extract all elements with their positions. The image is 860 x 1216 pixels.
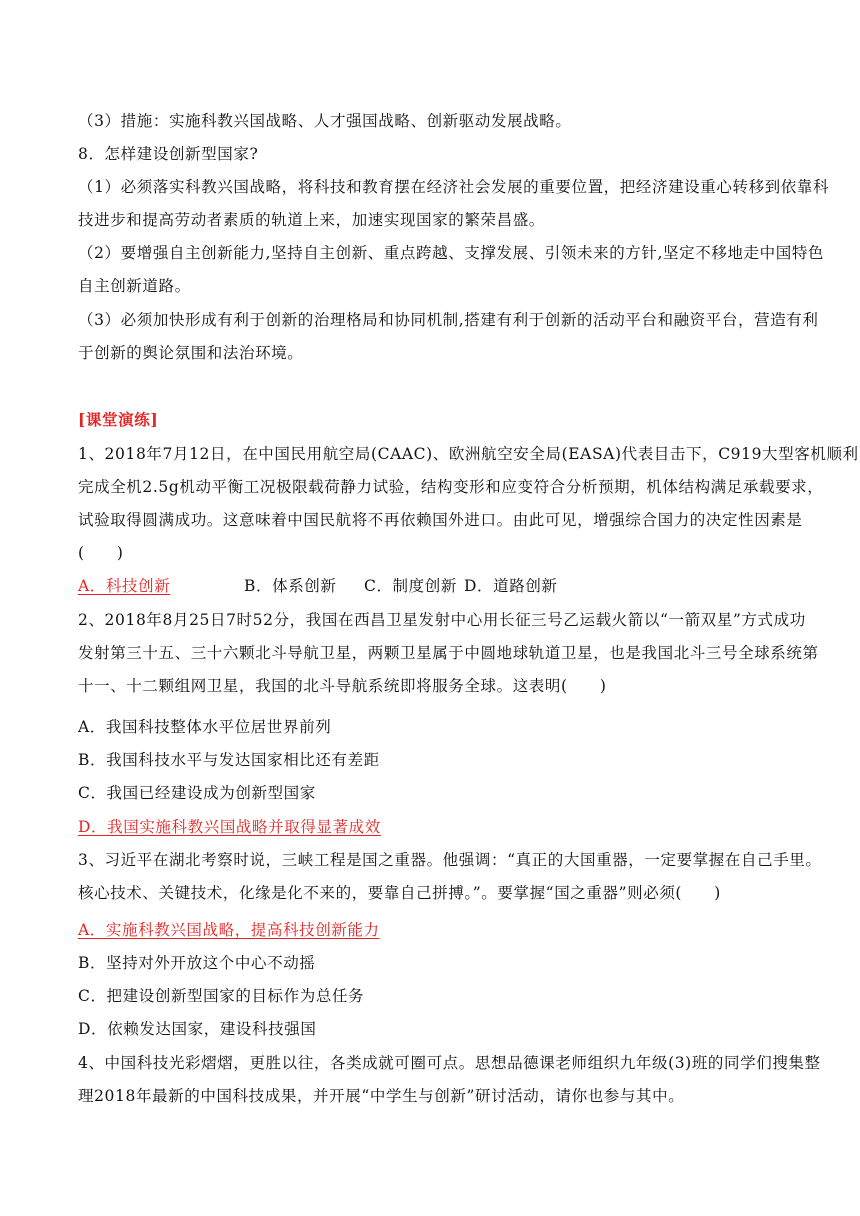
q3-line2: 核心技术、关键技术，化缘是化不来的，要靠自己拼搏。”。要掌握“国之重器”则必须( ) <box>78 884 721 902</box>
q1-option-d: D．道路创新 <box>464 577 558 595</box>
q4-line2: 理2018年最新的中国科技成果，并开展“中学生与创新”研讨活动，请你也参与其中。 <box>78 1087 685 1105</box>
q1-line2: 完成全机2.5g机动平衡工况极限载荷静力试验，结构变形和应变符合分析预期，机体结构满足承载要求， <box>78 478 824 496</box>
q1-line3: 试验取得圆满成功。这意味着中国民航将不再依赖国外进口。由此可见，增强综合国力的决定性因素是 <box>78 511 803 529</box>
q2-option-a: A．我国科技整体水平位居世界前列 <box>78 718 332 736</box>
section-title: [课堂演练] <box>78 410 159 429</box>
q1-option-b: B．体系创新 <box>244 577 337 595</box>
q1-option-c: C．制度创新 <box>364 577 457 595</box>
q2-option-c: C．我国已经建设成为创新型国家 <box>78 784 316 802</box>
question-8-title: 8．怎样建设创新型国家? <box>78 145 259 163</box>
q2-line3: 十一、十二颗组网卫星，我国的北斗导航系统即将服务全球。这表明( ) <box>78 677 607 695</box>
q3-option-c: C．把建设创新型国家的目标作为总任务 <box>78 987 365 1005</box>
q1-line1: 1、2018年7月12日，在中国民用航空局(CAAC)、欧洲航空安全局(EASA)代表目击下，C919大型客机顺利 <box>78 445 859 463</box>
q2-option-d-answer: D．我国实施科教兴国战略并取得显著成效 <box>78 818 381 836</box>
q8-item2-line2: 自主创新道路。 <box>78 277 191 295</box>
q1-line4: ( ) <box>78 544 124 562</box>
q2-line2: 发射第三十五、三十六颗北斗导航卫星，两颗卫星属于中圆地球轨道卫星，也是我国北斗三号全球系统第 <box>78 644 819 662</box>
q3-option-b: B．坚持对外开放这个中心不动摇 <box>78 954 316 972</box>
q8-item1-line2: 技进步和提高劳动者素质的轨道上来，加速实现国家的繁荣昌盛。 <box>78 211 545 229</box>
q3-option-a-answer: A．实施科教兴国战略，提高科技创新能力 <box>78 921 380 939</box>
q2-line1: 2、2018年8月25日7时52分，我国在西昌卫星发射中心用长征三号乙运载火箭以“一箭双星”方式成功 <box>78 611 806 629</box>
q4-line1: 4、中国科技光彩熠熠，更胜以往，各类成就可圈可点。思想品德课老师组织九年级(3)班的同学们搜集整 <box>78 1054 821 1072</box>
q8-item1-line1: （1）必须落实科教兴国战略，将科技和教育摆在经济社会发展的重要位置，把经济建设重心转移到依靠科 <box>78 178 830 196</box>
q2-option-b: B．我国科技水平与发达国家相比还有差距 <box>78 751 380 769</box>
q3-option-d: D．依赖发达国家，建设科技强国 <box>78 1020 317 1038</box>
q1-option-a-answer: A．科技创新 <box>78 577 171 595</box>
q8-item2-line1: （2）要增强自主创新能力,坚持自主创新、重点跨越、支撑发展、引领未来的方针,坚定不移地走中国特色 <box>78 244 825 262</box>
measure-text: （3）措施：实施科教兴国战略、人才强国战略、创新驱动发展战略。 <box>78 112 572 130</box>
q8-item3-line2: 于创新的舆论氛围和法治环境。 <box>78 344 304 362</box>
q8-item3-line1: （3）必须加快形成有利于创新的治理格局和协同机制,搭建有利于创新的活动平台和融资平台，营造有利 <box>78 311 819 329</box>
q1-options <box>78 575 786 597</box>
q3-line1: 3、习近平在湖北考察时说，三峡工程是国之重器。他强调：“真正的大国重器，一定要掌握在自己手里。 <box>78 851 822 869</box>
